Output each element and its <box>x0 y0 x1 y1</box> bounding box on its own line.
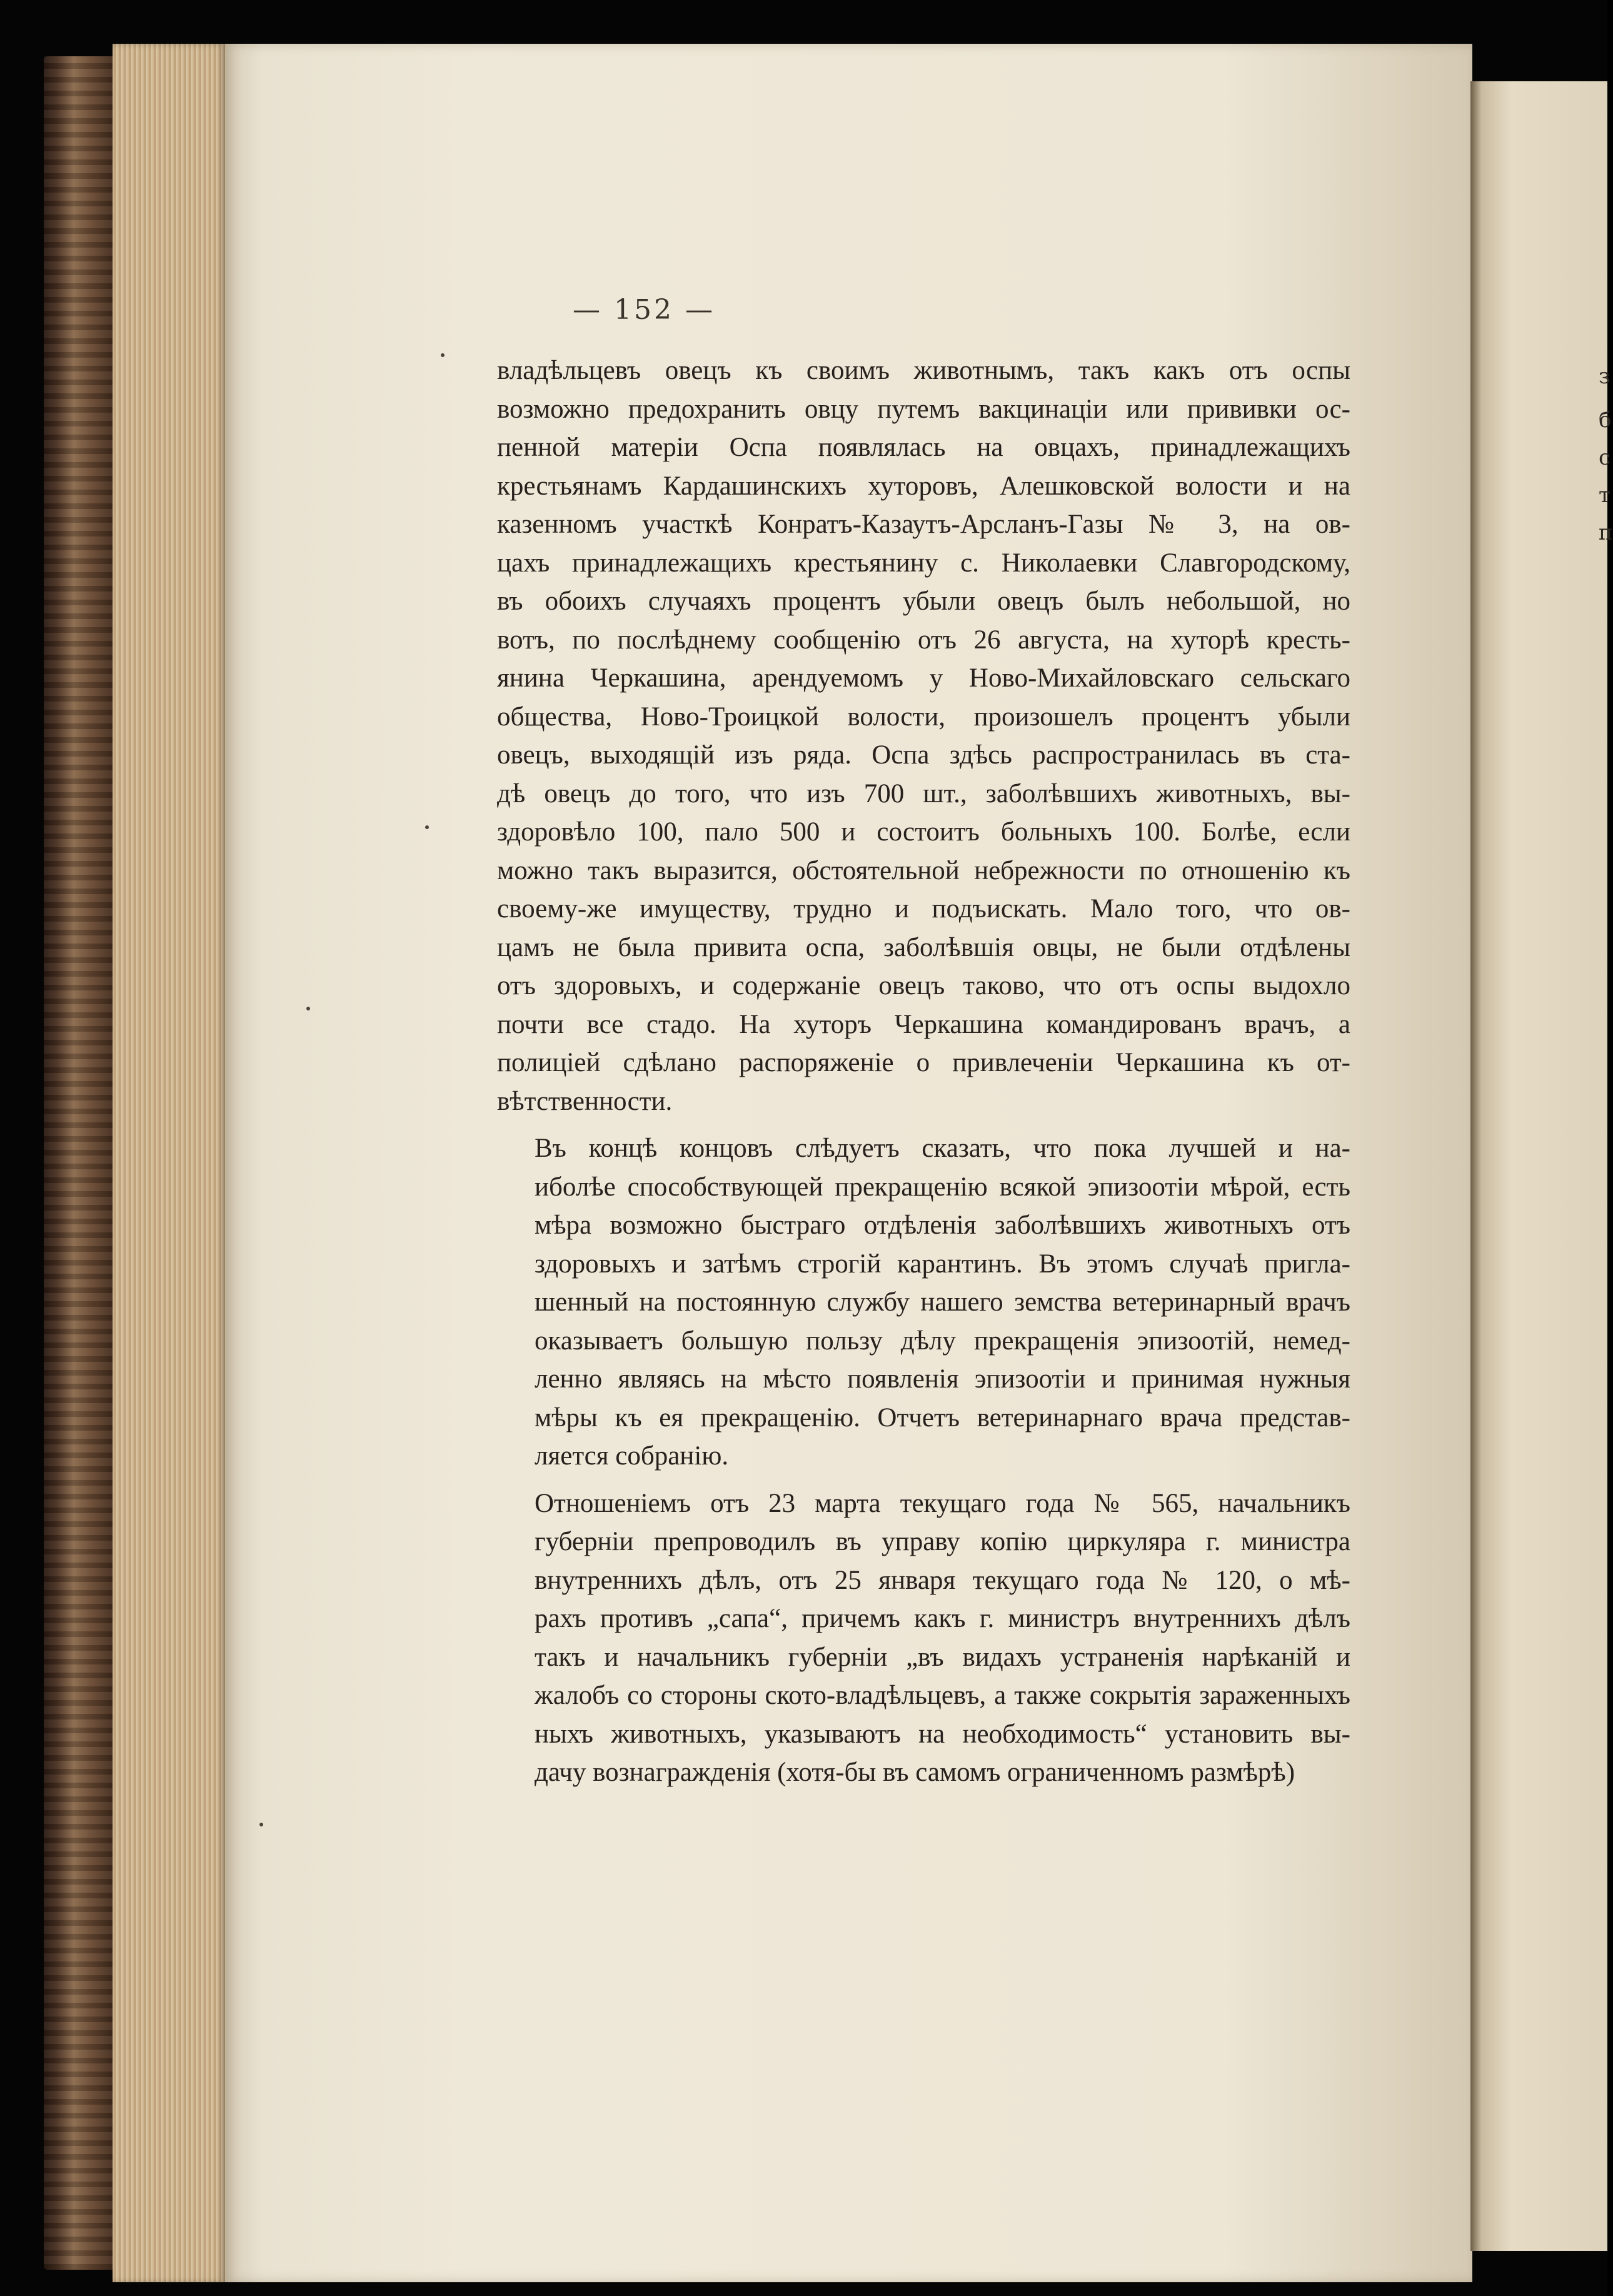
page-body-text <box>497 351 1350 1801</box>
text-line: шенный на постоянную службу нашего земства ветеринарный врачъ <box>535 1287 1350 1317</box>
book-spine <box>44 56 119 2270</box>
text-line: дѣ овецъ до того, что изъ 700 шт., заболѣвшихъ животныхъ, вы- <box>497 778 1350 808</box>
paper-speck <box>441 353 445 357</box>
paragraph <box>497 351 1350 1120</box>
paragraph <box>497 1129 1350 1476</box>
text-line: мѣры къ ея прекращенію. Отчетъ ветеринарнаго врача представ- <box>535 1402 1350 1432</box>
facing-page-letter: з <box>1599 364 1610 389</box>
text-line: Въ концѣ концовъ слѣдуетъ сказать, что пока лучшей и на- <box>535 1134 1350 1163</box>
text-line: общества, Ново-Троицкой волости, произошелъ процентъ убыли <box>497 702 1350 732</box>
facing-page-letter: б <box>1599 408 1612 433</box>
text-line: своему-же имуществу, трудно и подъискать. Мало того, что ов- <box>497 894 1350 924</box>
text-line: дачу вознагражденія (хотя-бы въ самомъ ограниченномъ размѣрѣ) <box>535 1758 1295 1787</box>
paper-speck <box>425 825 429 829</box>
page-edges <box>113 44 225 2282</box>
text-line: можно такъ выразится, обстоятельной небрежности по отношенію къ <box>497 855 1350 885</box>
text-line: рахъ противъ „сапа“, причемъ какъ г. министръ внутреннихъ дѣлъ <box>535 1604 1350 1633</box>
paper-speck <box>306 1007 310 1010</box>
text-line: цахъ принадлежащихъ крестьянину с. Николаевки Славгородскому, <box>497 548 1350 578</box>
text-line: ляется собранію. <box>535 1441 729 1471</box>
facing-page-letter: т <box>1599 483 1610 508</box>
text-line: жалобъ со стороны ското-владѣльцевъ, а также сокрытія зараженныхъ <box>535 1681 1350 1710</box>
paragraph <box>497 1484 1350 1792</box>
text-line: въ обоихъ случаяхъ процентъ убыли овецъ былъ небольшой, но <box>497 587 1350 616</box>
facing-page-letter: с <box>1599 445 1611 470</box>
text-line: губерніи препроводилъ въ управу копію циркуляра г. министра <box>535 1527 1350 1556</box>
text-line: здоровыхъ и затѣмъ строгій карантинъ. Въ этомъ случаѣ пригла- <box>535 1249 1350 1279</box>
text-line: ныхъ животныхъ, указываютъ на необходимость“ установить вы- <box>535 1719 1350 1749</box>
text-line: здоровѣло 100, пало 500 и состоитъ больныхъ 100. Болѣе, если <box>497 817 1350 847</box>
text-line: пенной матеріи Оспа появлялась на овцахъ, принадлежащихъ <box>497 433 1350 462</box>
text-line: полиціей сдѣлано распоряженіе о привлеченіи Черкашина къ от- <box>497 1048 1350 1077</box>
text-line: такъ и начальникъ губерніи „въ видахъ устраненія нарѣканій и <box>535 1642 1350 1672</box>
text-line: ленно являясь на мѣсто появленія эпизоотіи и принимая нужныя <box>535 1364 1350 1394</box>
facing-page-edge <box>1470 81 1613 2251</box>
text-line: овецъ, выходящій изъ ряда. Оспа здѣсь распространилась въ ста- <box>497 740 1350 770</box>
text-line: почти все стадо. На хуторъ Черкашина командированъ врачъ, а <box>497 1009 1350 1039</box>
text-line: иболѣе способствующей прекращенію всякой эпизоотіи мѣрой, есть <box>535 1172 1350 1202</box>
text-line: вотъ, по послѣднему сообщенію отъ 26 августа, на хуторѣ кресть- <box>497 625 1350 655</box>
text-line: возможно предохранить овцу путемъ вакцинаціи или прививки ос- <box>497 394 1350 424</box>
text-line: казенномъ участкѣ Конратъ-Казаутъ-Арсланъ-Газы № 3, на ов- <box>497 510 1350 539</box>
paper-speck <box>259 1823 263 1826</box>
text-line: цамъ не была привита оспа, заболѣвшія овцы, не были отдѣлены <box>497 932 1350 962</box>
text-line: крестьянамъ Кардашинскихъ хуторовъ, Алешковской волости и на <box>497 471 1350 501</box>
text-line: внутреннихъ дѣлъ, отъ 25 января текущаго года № 120, о мѣ- <box>535 1565 1350 1595</box>
text-line: Отношеніемъ отъ 23 марта текущаго года № 565, начальникъ <box>535 1488 1350 1518</box>
text-line: отъ здоровыхъ, и содержаніе овецъ таково, что отъ оспы выдохло <box>497 971 1350 1000</box>
text-line: янина Черкашина, арендуемомъ у Ново-Михайловскаго сельскаго <box>497 663 1350 693</box>
text-line: оказываетъ большую пользу дѣлу прекращенія эпизоотій, немед- <box>535 1326 1350 1356</box>
facing-page-letter: п <box>1599 520 1613 545</box>
text-line: владѣльцевъ овецъ къ своимъ животнымъ, такъ какъ отъ оспы <box>497 356 1350 385</box>
text-line: вѣтственности. <box>497 1086 673 1116</box>
page-number: — 152 — <box>573 294 715 326</box>
text-line: мѣра возможно быстраго отдѣленія заболѣвшихъ животныхъ отъ <box>535 1211 1350 1240</box>
